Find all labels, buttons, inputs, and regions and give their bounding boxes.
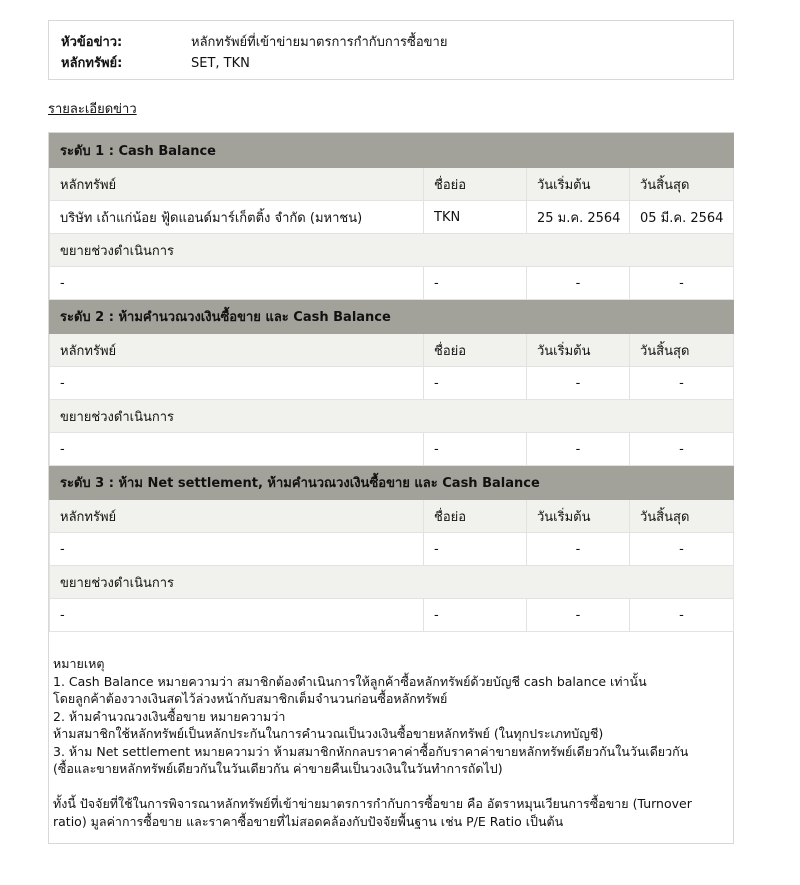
footer-line: ratio) มูลค่าการซื้อขาย และราคาซื้อขายที่ไม่สอดคล้องกับปัจจัยพื้นฐาน เช่น P/E Ratio เป็นต้น (53, 813, 564, 829)
column-symbol: ชื่อย่อ (424, 334, 527, 367)
cell-end-date: - (630, 367, 734, 400)
note-line: ห้ามสมาชิกใช้หลักทรัพย์เป็นหลักประกันในการคำนวณเป็นวงเงินซื้อขายหลักทรัพย์ (ในทุกประเภทบัญชี) (53, 726, 604, 741)
cell-start-date: - (527, 599, 630, 632)
extension-label: ขยายช่วงดำเนินการ (50, 566, 734, 599)
level-2-row (50, 367, 734, 400)
column-start-date: วันเริ่มต้น (527, 334, 630, 367)
cell-security: - (50, 367, 424, 400)
level-1-title: ระดับ 1 : Cash Balance (50, 134, 734, 168)
column-start-date: วันเริ่มต้น (527, 168, 630, 201)
cell-security: - (50, 533, 424, 566)
level-2-header (50, 300, 734, 334)
note-line: โดยลูกค้าต้องวางเงินสดไว้ล่วงหน้ากับสมาชิกเต็มจำนวนก่อนซื้อหลักทรัพย์ (53, 691, 448, 706)
column-symbol: ชื่อย่อ (424, 500, 527, 533)
extension-label: ขยายช่วงดำเนินการ (50, 400, 734, 433)
cell-start-date: 25 ม.ค. 2564 (527, 201, 630, 234)
notes-spacer (53, 778, 729, 796)
cell-start-date: - (527, 267, 630, 300)
level-3-header (50, 466, 734, 500)
topic-row (61, 33, 447, 53)
news-details-heading: รายละเอียดข่าว (48, 102, 137, 117)
note-line: 2. ห้ามคำนวณวงเงินซื้อขาย หมายความว่า (53, 708, 286, 724)
topic-label: หัวข้อข่าว: (61, 35, 123, 50)
cell-security: บริษัท เถ้าแก่น้อย ฟู้ดแอนด์มาร์เก็ตติ้ง จำกัด (มหาชน) (50, 201, 424, 234)
news-header-box (48, 20, 734, 80)
cell-end-date: 05 มี.ค. 2564 (630, 201, 734, 234)
extension-label: ขยายช่วงดำเนินการ (50, 234, 734, 267)
cell-security: - (50, 433, 424, 466)
cell-end-date: - (630, 599, 734, 632)
level-1-extension-header (50, 234, 734, 267)
notes-heading: หมายเหตุ (53, 656, 105, 671)
security-row (61, 54, 250, 74)
cell-symbol: - (424, 433, 527, 466)
cell-symbol: TKN (424, 201, 527, 234)
note-line: 3. ห้าม Net settlement หมายความว่า ห้ามสมาชิกหักกลบราคาค่าซื้อกับราคาค่าขายหลักทรัพย์เดียวกันในวันเดียวกัน (53, 743, 689, 759)
level-1-extension-row (50, 267, 734, 300)
column-symbol: ชื่อย่อ (424, 168, 527, 201)
security-value: SET, TKN (191, 56, 250, 71)
cell-start-date: - (527, 367, 630, 400)
level-1-header (50, 134, 734, 168)
levels-table (49, 133, 734, 632)
footer-line: ทั้งนี้ ปัจจัยที่ใช้ในการพิจารณาหลักทรัพย์ที่เข้าข่ายมาตรการกำกับการซื้อขาย คือ อัตราหมุนเวียนการซื้อขาย (Turnover (53, 796, 692, 811)
level-2-extension-row (50, 433, 734, 466)
level-3-column-header (50, 500, 734, 533)
note-line: 1. Cash Balance หมายความว่า สมาชิกต้องดำเนินการให้ลูกค้าซื้อหลักทรัพย์ด้วยบัญชี cash balance เท่านั้น (53, 673, 647, 689)
column-security: หลักทรัพย์ (50, 334, 424, 367)
level-3-extension-header (50, 566, 734, 599)
column-end-date: วันสิ้นสุด (630, 500, 734, 533)
cell-symbol: - (424, 533, 527, 566)
cell-end-date: - (630, 533, 734, 566)
column-security: หลักทรัพย์ (50, 500, 424, 533)
cell-end-date: - (630, 433, 734, 466)
notes-section (49, 655, 733, 830)
cell-symbol: - (424, 367, 527, 400)
cell-security: - (50, 267, 424, 300)
cell-symbol: - (424, 599, 527, 632)
cell-start-date: - (527, 433, 630, 466)
cell-security: - (50, 599, 424, 632)
column-end-date: วันสิ้นสุด (630, 334, 734, 367)
column-start-date: วันเริ่มต้น (527, 500, 630, 533)
column-end-date: วันสิ้นสุด (630, 168, 734, 201)
level-3-row (50, 533, 734, 566)
security-label: หลักทรัพย์: (61, 56, 123, 71)
topic-value: หลักทรัพย์ที่เข้าข่ายมาตรการกำกับการซื้อขาย (191, 35, 448, 50)
level-3-title: ระดับ 3 : ห้าม Net settlement, ห้ามคำนวณวงเงินซื้อขาย และ Cash Balance (50, 466, 734, 500)
level-1-column-header (50, 168, 734, 201)
level-3-extension-row (50, 599, 734, 632)
column-security: หลักทรัพย์ (50, 168, 424, 201)
note-line: (ซื้อและขายหลักทรัพย์เดียวกันในวันเดียวกัน ค่าขายคืนเป็นวงเงินในวันทำการถัดไป) (53, 761, 503, 776)
cell-start-date: - (527, 533, 630, 566)
level-2-column-header (50, 334, 734, 367)
cell-symbol: - (424, 267, 527, 300)
level-2-title: ระดับ 2 : ห้ามคำนวณวงเงินซื้อขาย และ Cash Balance (50, 300, 734, 334)
cell-end-date: - (630, 267, 734, 300)
news-details-box (48, 132, 734, 844)
level-1-row (50, 201, 734, 234)
level-2-extension-header (50, 400, 734, 433)
